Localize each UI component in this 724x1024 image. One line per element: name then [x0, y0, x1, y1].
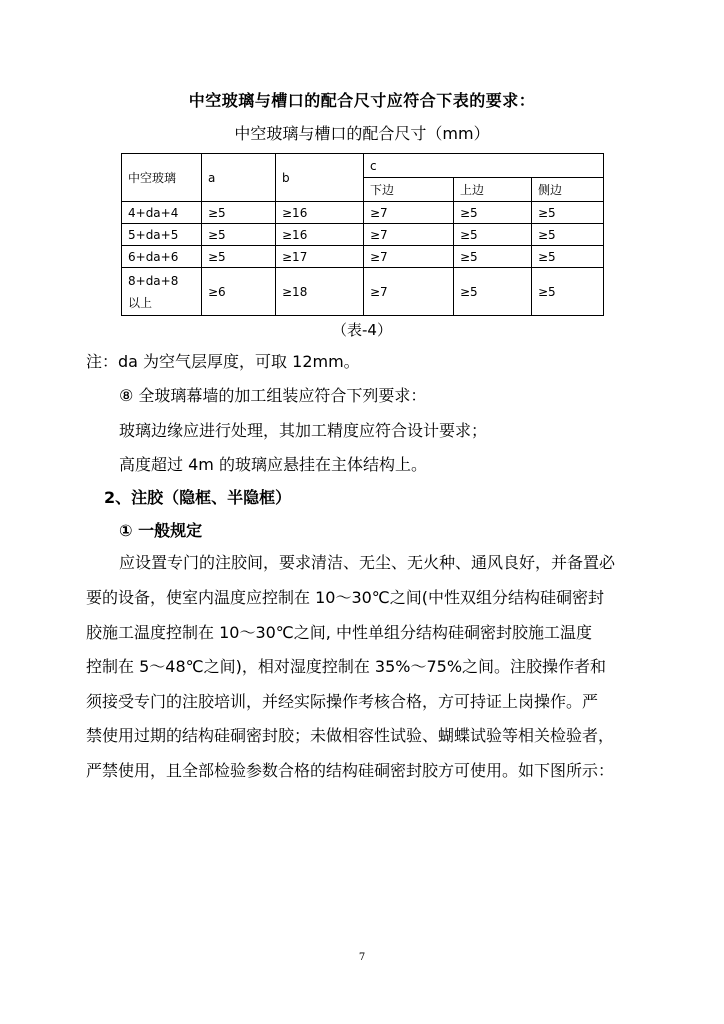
- section-heading: 中空玻璃与槽口的配合尺寸应符合下表的要求：: [188, 91, 536, 110]
- table-cell: ≥5: [532, 268, 604, 316]
- paragraph-line: 须接受专门的注胶培训，并经实际操作考核合格，方可持证上岗操作。严: [86, 692, 599, 711]
- table-cell: ≥5: [202, 224, 276, 246]
- item8-line: 玻璃边缘应进行处理，其加工精度应符合设计要求；: [119, 421, 488, 440]
- table-cell: ≥16: [276, 224, 364, 246]
- note-line: 注：da 为空气层厚度，可取 12mm。: [86, 352, 360, 371]
- table-cell: ≥7: [364, 224, 454, 246]
- table-cell: ≥7: [364, 268, 454, 316]
- header-b: b: [276, 154, 364, 202]
- table-cell: [122, 268, 202, 316]
- paragraph-line: 胶施工温度控制在 10～30℃之间, 中性单组分结构硅硐密封胶施工温度: [86, 623, 592, 642]
- header-a: a: [202, 154, 276, 202]
- header-c-top: 上边: [454, 178, 532, 202]
- item8-title: ⑧ 全玻璃幕墙的加工组装应符合下列要求：: [119, 386, 427, 405]
- table-cell: 4+da+4: [122, 202, 202, 224]
- table-row: [122, 202, 604, 224]
- paragraph-line: 严禁使用，且全部检验参数合格的结构硅硐密封胶方可使用。如下图所示：: [86, 761, 615, 780]
- table-cell: 6+da+6: [122, 246, 202, 268]
- table-cell: ≥18: [276, 268, 364, 316]
- paragraph-line: 控制在 5～48℃之间)，相对湿度控制在 35%～75%之间。注胶操作者和: [86, 657, 607, 676]
- table-cell: ≥5: [202, 246, 276, 268]
- table-cell: ≥6: [202, 268, 276, 316]
- table-cell: ≥5: [532, 224, 604, 246]
- table-cell: ≥5: [532, 202, 604, 224]
- header-c-bottom: 下边: [364, 178, 454, 202]
- table-cell: 5+da+5: [122, 224, 202, 246]
- paragraph-line: 禁使用过期的结构硅硐密封胶；未做相容性试验、蝴蝶试验等相关检验者，: [86, 726, 615, 745]
- table-cell: ≥5: [202, 202, 276, 224]
- table-number: （表-4）: [332, 321, 392, 339]
- table-caption: 中空玻璃与槽口的配合尺寸（mm）: [234, 124, 490, 143]
- paragraph-line: 要的设备，使室内温度应控制在 10～30℃之间(中性双组分结构硅硐密封: [86, 588, 605, 607]
- table-cell: ≥5: [454, 268, 532, 316]
- header-c: c: [364, 154, 604, 178]
- table-cell: ≥7: [364, 246, 454, 268]
- fit-size-table: [121, 153, 604, 316]
- section2-title: 2、注胶（隐框、半隐框）: [104, 488, 292, 507]
- table-row: [122, 246, 604, 268]
- table-row: [122, 268, 604, 316]
- subsection-title: ① 一般规定: [119, 521, 203, 540]
- item8-line: 高度超过 4m 的玻璃应悬挂在主体结构上。: [119, 455, 427, 474]
- table-header-row: [122, 154, 604, 178]
- table-cell: ≥5: [454, 246, 532, 268]
- paragraph-line: 应设置专门的注胶间，要求清洁、无尘、无火种、通风良好，并备置必: [119, 553, 616, 572]
- table-cell: ≥17: [276, 246, 364, 268]
- table-cell-line: 以上: [128, 295, 153, 310]
- table-cell: ≥5: [532, 246, 604, 268]
- table-cell: ≥16: [276, 202, 364, 224]
- header-c-side: 侧边: [532, 178, 604, 202]
- table-cell: ≥5: [454, 224, 532, 246]
- table-row: [122, 224, 604, 246]
- table-cell: ≥5: [454, 202, 532, 224]
- page-number: 7: [358, 952, 366, 963]
- table-cell: ≥7: [364, 202, 454, 224]
- header-hollow-glass: 中空玻璃: [122, 154, 202, 202]
- table-cell-line: 8+da+8: [128, 273, 179, 288]
